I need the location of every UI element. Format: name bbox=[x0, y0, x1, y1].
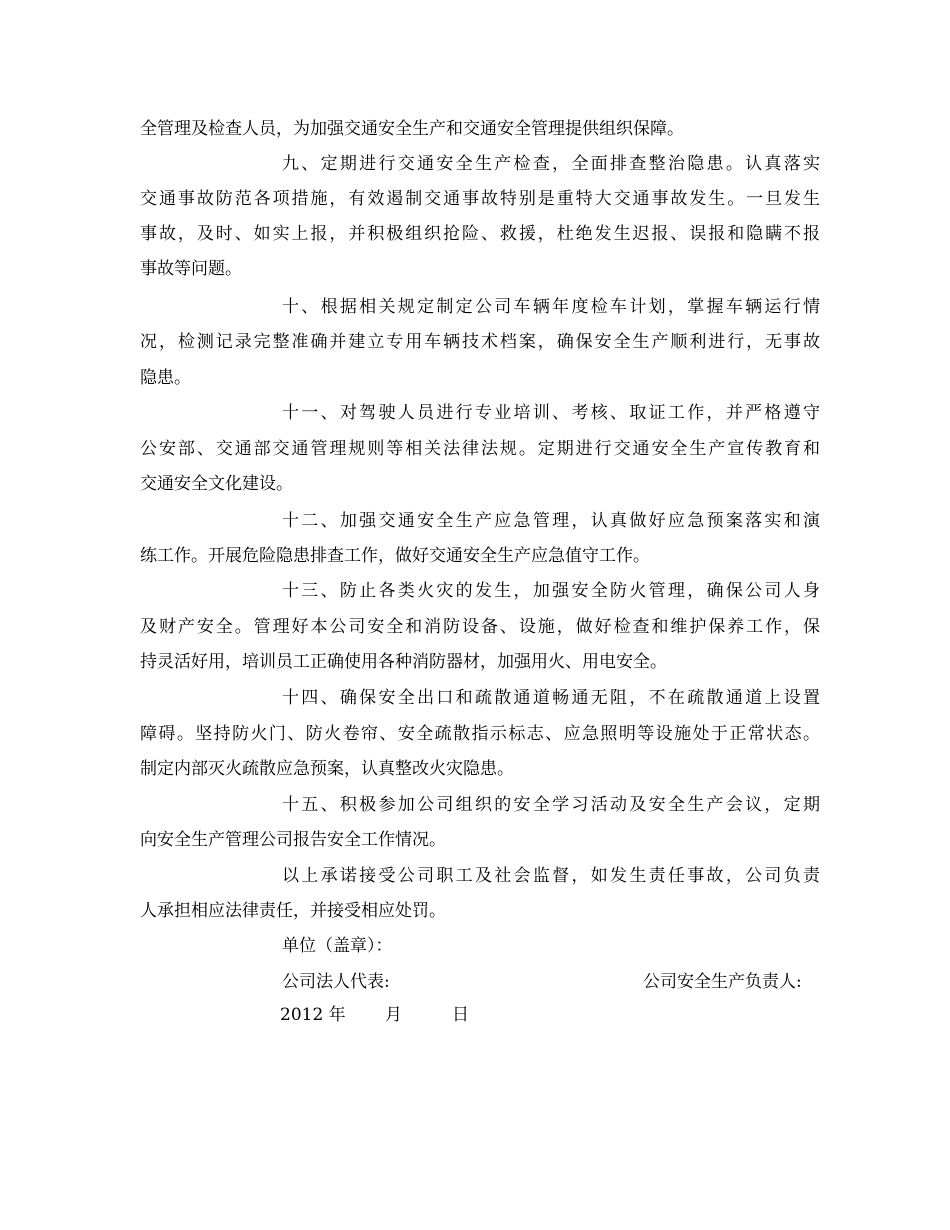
paragraph-13-line-3: 持灵活好用，培训员工正确使用各种消防器材，加强用火、用电安全。 bbox=[140, 652, 667, 672]
paragraph-9-line-4: 事故等问题。 bbox=[140, 259, 242, 279]
paragraph-14-line-1: 十四、确保安全出口和疏散通道畅通无阻，不在疏散通道上设置 bbox=[282, 688, 820, 708]
date-day: 日 bbox=[452, 1005, 469, 1025]
safety-lead-label: 公司安全生产负责人: bbox=[643, 972, 802, 992]
paragraph-12-line-1: 十二、加强交通安全生产应急管理，认真做好应急预案落实和演 bbox=[282, 511, 820, 531]
paragraph-11-line-3: 交通安全文化建设。 bbox=[140, 474, 293, 494]
paragraph-14-line-3: 制定内部灭火疏散应急预案，认真整改火灾隐患。 bbox=[140, 759, 514, 779]
closing-paragraph-line-2: 人承担相应法律责任，并接受相应处罚。 bbox=[140, 901, 446, 921]
paragraph-13-line-1: 十三、防止各类火灾的发生，加强安全防火管理，确保公司人身 bbox=[282, 581, 820, 601]
paragraph-8-tail: 全管理及检查人员，为加强交通安全生产和交通安全管理提供组织保障。 bbox=[140, 119, 684, 139]
legal-representative-label: 公司法人代表: bbox=[282, 972, 390, 992]
paragraph-9-line-2: 交通事故防范各项措施，有效遏制交通事故特别是重特大交通事故发生。一旦发生 bbox=[140, 189, 820, 209]
paragraph-14-line-2: 障碍。坚持防火门、防火卷帘、安全疏散指示标志、应急照明等设施处于正常状态。 bbox=[140, 724, 820, 744]
paragraph-15-line-2: 向安全生产管理公司报告安全工作情况。 bbox=[140, 830, 446, 850]
paragraph-10-line-1: 十、根据相关规定制定公司车辆年度检车计划，掌握车辆运行情 bbox=[282, 297, 820, 317]
paragraph-13-line-2: 及财产安全。管理好本公司安全和消防设备、设施，做好检查和维护保养工作，保 bbox=[140, 617, 820, 637]
unit-seal-label: 单位（盖章）： bbox=[282, 936, 393, 956]
paragraph-10-line-3: 隐患。 bbox=[140, 368, 191, 388]
paragraph-10-line-2: 况，检测记录完整准确并建立专用车辆技术档案，确保安全生产顺利进行，无事故 bbox=[140, 332, 820, 352]
date-year: 2012 年 bbox=[280, 1005, 346, 1025]
paragraph-15-line-1: 十五、积极参加公司组织的安全学习活动及安全生产会议，定期 bbox=[282, 795, 820, 815]
date-month: 月 bbox=[385, 1005, 402, 1025]
paragraph-9-line-3: 事故，及时、如实上报，并积极组织抢险、救援，杜绝发生迟报、误报和隐瞒不报 bbox=[140, 224, 820, 244]
paragraph-9-line-1: 九、定期进行交通安全生产检查，全面排查整治隐患。认真落实 bbox=[282, 154, 820, 174]
paragraph-12-line-2: 练工作。开展危险隐患排查工作，做好交通安全生产应急值守工作。 bbox=[140, 546, 650, 566]
paragraph-11-line-1: 十一、对驾驶人员进行专业培训、考核、取证工作，并严格遵守 bbox=[282, 403, 820, 423]
closing-paragraph-line-1: 以上承诺接受公司职工及社会监督，如发生责任事故，公司负责 bbox=[282, 866, 820, 886]
paragraph-11-line-2: 公安部、交通部交通管理规则等相关法律法规。定期进行交通安全生产宣传教育和 bbox=[140, 439, 820, 459]
